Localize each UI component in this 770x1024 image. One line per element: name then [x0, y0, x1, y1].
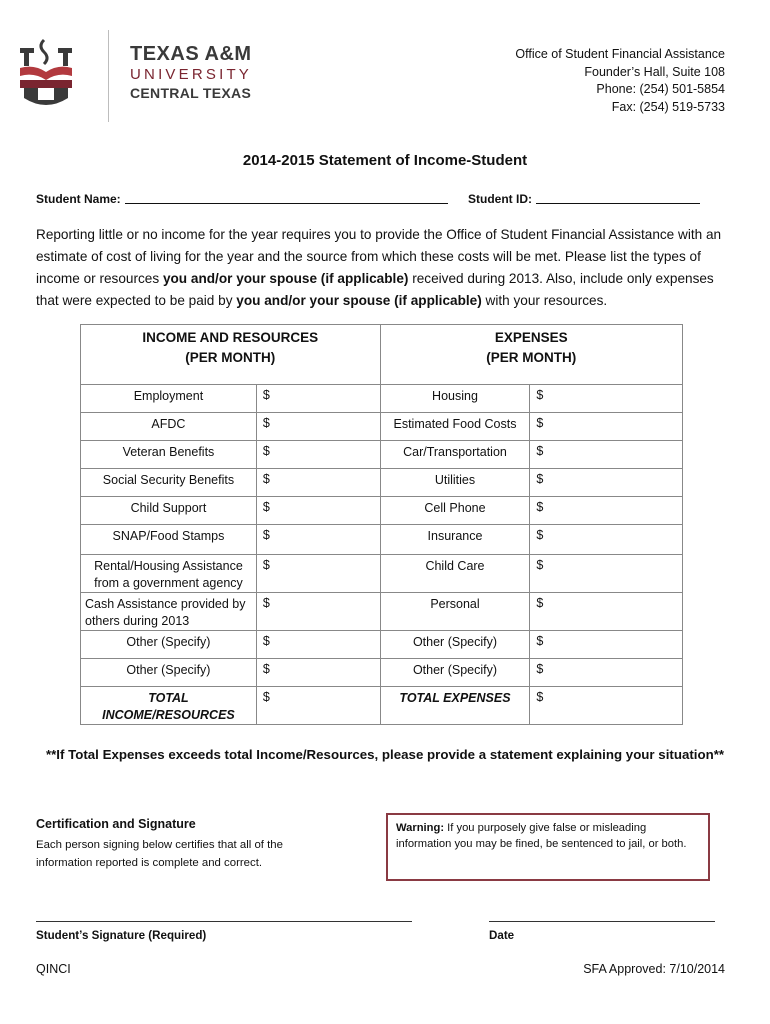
expense-header-title: EXPENSES: [494, 330, 568, 345]
income-header-subtitle: (PER MONTH): [185, 350, 276, 365]
office-address: Founder’s Hall, Suite 108: [584, 64, 725, 79]
income-label: Other (Specify): [81, 659, 257, 687]
form-title: 2014-2015 Statement of Income-Student: [242, 152, 528, 169]
expense-amount-field[interactable]: $: [530, 385, 683, 413]
table-row: [81, 631, 683, 659]
logo-divider: [108, 30, 109, 122]
income-amount-field[interactable]: $: [256, 525, 380, 555]
income-label: Child Support: [81, 497, 257, 525]
office-phone: Phone: (254) 501-5854: [596, 82, 725, 96]
income-label: Cash Assistance provided by others during 2013: [81, 593, 257, 631]
table-row: [81, 659, 683, 687]
wordmark-line3: CENTRAL TEXAS: [130, 85, 252, 101]
table-row: [81, 469, 683, 497]
intro-paragraph: [36, 224, 736, 312]
expense-amount-field[interactable]: $: [530, 593, 683, 631]
income-label: Social Security Benefits: [81, 469, 257, 497]
expense-label: Housing: [380, 385, 530, 413]
income-amount-field[interactable]: $: [256, 385, 380, 413]
student-signature-label: Student’s Signature (Required): [36, 929, 207, 942]
intro-text-3: with your resources.: [481, 293, 608, 308]
income-amount-field[interactable]: $: [256, 441, 380, 469]
expense-header: [380, 325, 682, 385]
form-code: QINCI: [36, 962, 71, 976]
income-amount-field[interactable]: $: [256, 469, 380, 497]
university-logo-icon: [16, 38, 76, 110]
expense-label: Child Care: [380, 555, 530, 593]
total-expenses-amount-field[interactable]: $: [530, 687, 683, 725]
expense-label: Cell Phone: [380, 497, 530, 525]
expense-header-subtitle: (PER MONTH): [486, 350, 577, 365]
expense-amount-field[interactable]: $: [530, 525, 683, 555]
office-contact-block: [515, 46, 725, 116]
student-name-field: [36, 192, 448, 206]
total-expenses-label: TOTAL EXPENSES: [380, 687, 530, 725]
expense-label: Personal: [380, 593, 530, 631]
expense-label: Other (Specify): [380, 659, 530, 687]
wordmark-line1: TEXAS A&M: [130, 43, 252, 65]
total-income-amount-field[interactable]: $: [256, 687, 380, 725]
table-row: [81, 413, 683, 441]
income-label: Other (Specify): [81, 631, 257, 659]
certification-title: Certification and Signature: [36, 817, 196, 831]
student-name-blank[interactable]: [125, 192, 448, 204]
expense-label: Utilities: [380, 469, 530, 497]
income-label: AFDC: [81, 413, 257, 441]
expense-amount-field[interactable]: $: [530, 469, 683, 497]
expense-amount-field[interactable]: $: [530, 555, 683, 593]
approval-date: SFA Approved: 7/10/2014: [583, 962, 725, 976]
table-row: [81, 555, 683, 593]
table-row: [81, 497, 683, 525]
student-signature-line[interactable]: [36, 921, 412, 922]
warning-label: Warning:: [396, 822, 445, 834]
income-amount-field[interactable]: $: [256, 555, 380, 593]
income-amount-field[interactable]: $: [256, 659, 380, 687]
income-amount-field[interactable]: $: [256, 631, 380, 659]
income-label: SNAP/Food Stamps: [81, 525, 257, 555]
income-header-title: INCOME AND RESOURCES: [142, 330, 319, 345]
table-row: [81, 441, 683, 469]
income-amount-field[interactable]: $: [256, 593, 380, 631]
income-header: [81, 325, 381, 385]
office-name: Office of Student Financial Assistance: [515, 47, 725, 61]
student-id-blank[interactable]: [536, 192, 700, 204]
date-label: Date: [489, 929, 515, 942]
table-row: [81, 385, 683, 413]
expense-label: Insurance: [380, 525, 530, 555]
income-expense-table: [80, 324, 683, 725]
expense-amount-field[interactable]: $: [530, 413, 683, 441]
income-amount-field[interactable]: $: [256, 497, 380, 525]
expense-amount-field[interactable]: $: [530, 631, 683, 659]
student-name-label: Student Name:: [36, 192, 121, 206]
wordmark-line2: UNIVERSITY: [130, 66, 253, 83]
expense-label: Other (Specify): [380, 631, 530, 659]
expense-amount-field[interactable]: $: [530, 659, 683, 687]
intro-bold-2: you and/or your spouse (if applicable): [236, 293, 482, 308]
date-line[interactable]: [489, 921, 715, 922]
explanation-notice: **If Total Expenses exceeds total Income/Resources, please provide a statement explaining your situation**: [45, 747, 725, 762]
income-amount-field[interactable]: $: [256, 413, 380, 441]
warning-box: [386, 813, 710, 881]
student-id-label: Student ID:: [468, 192, 532, 206]
expense-label: Estimated Food Costs: [380, 413, 530, 441]
student-id-field: [468, 192, 700, 206]
income-label: Rental/Housing Assistance from a government agency: [81, 555, 257, 593]
university-wordmark: [130, 43, 252, 102]
intro-bold-1: you and/or your spouse (if applicable): [162, 271, 409, 286]
income-label: Employment: [81, 385, 257, 413]
table-total-row: [81, 687, 683, 725]
intro-text-2: received during 2013. Also, include only expenses that were expected to be paid by: [36, 271, 714, 308]
warning-text: If you purposely give false or misleading information you may be fined, be sentenced to jail, or both.: [396, 822, 687, 850]
table-row: [81, 525, 683, 555]
expense-amount-field[interactable]: $: [530, 497, 683, 525]
expense-label: Car/Transportation: [380, 441, 530, 469]
office-fax: Fax: (254) 519-5733: [611, 99, 725, 114]
total-income-label: TOTAL INCOME/RESOURCES: [81, 687, 257, 725]
table-row: [81, 593, 683, 631]
expense-amount-field[interactable]: $: [530, 441, 683, 469]
income-label: Veteran Benefits: [81, 441, 257, 469]
intro-text-1: Reporting little or no income for the year requires you to provide the Office of Student Financial Assistance with an estimate of cost of living for the year and the source from which these costs will be met. Please list the types of income or resources: [36, 227, 722, 286]
certification-text: Each person signing below certifies that all of the information reported is complete and correct.: [36, 839, 283, 869]
